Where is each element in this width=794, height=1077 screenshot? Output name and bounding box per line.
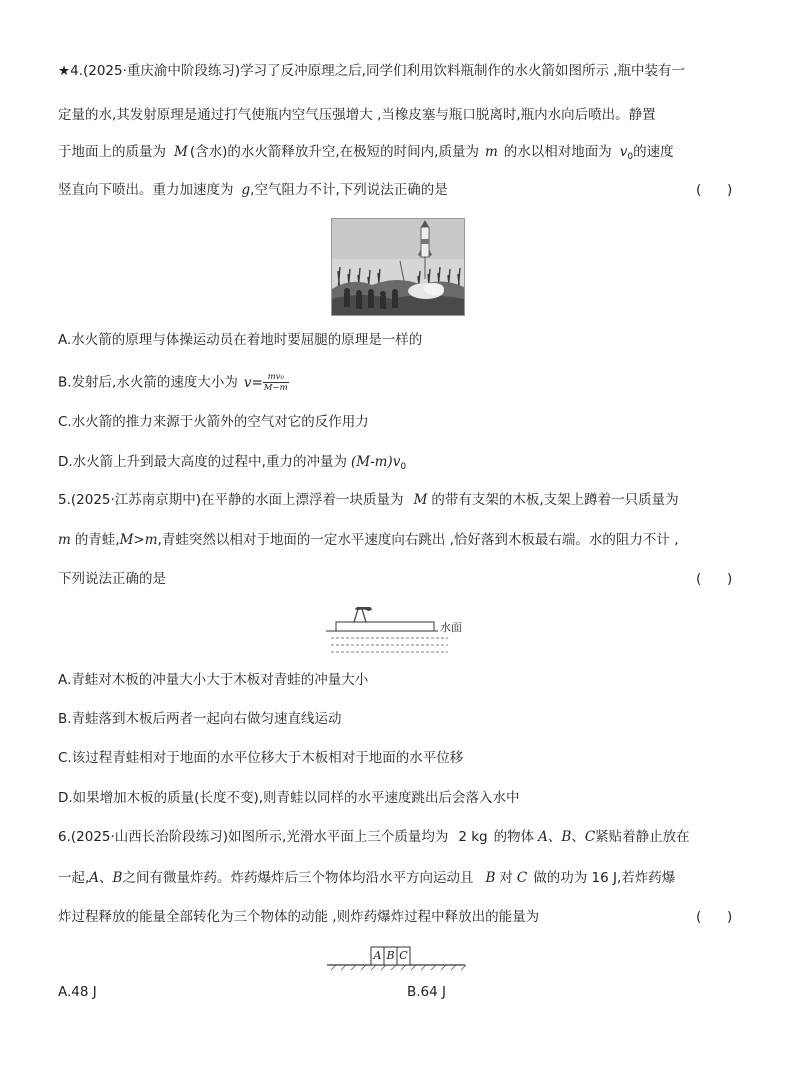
q4-line-2: 定量的水,其发射原理是通过打气使瓶内空气压强增大 ,当橡皮塞与瓶口脱离时,瓶内水向后喷出。静置: [58, 107, 656, 123]
q4-answer-paren: ( ): [696, 182, 733, 198]
q6-option-a[interactable]: A.48 J: [58, 984, 97, 1000]
q6-line-1: 6.(2025·山西长治阶段练习)如图所示,光滑水平面上三个质量均为 2 kg 的物体 A、B、C紧贴着静止放在: [58, 829, 690, 845]
q6-option-b[interactable]: B.64 J: [407, 984, 447, 1000]
q5-option-a[interactable]: A.青蛙对木板的冲量大小大于木板对青蛙的冲量大小: [58, 672, 369, 688]
q6-line-3: 炸过程释放的能量全部转化为三个物体的动能 ,则炸药爆炸过程中释放出的能量为: [58, 909, 540, 925]
q5-option-d[interactable]: D.如果增加木板的质量(长度不变),则青蛙以同样的水平速度跳出后会落入水中: [58, 790, 520, 806]
q4-line-1: ★4.(2025·重庆渝中阶段练习)学习了反冲原理之后,同学们利用饮料瓶制作的水火箭如图所示 ,瓶中装有一: [58, 63, 686, 79]
q5-line-1: 5.(2025·江苏南京期中)在平静的水面上漂浮着一块质量为 M 的带有支架的木板,支架上蹲着一只质量为: [58, 492, 679, 508]
q4-option-d[interactable]: D.水火箭上升到最大高度的过程中,重力的冲量为 $(M-m)v_0$: [58, 454, 407, 472]
q4-line-4: 竖直向下喷出。重力加速度为 g,空气阻力不计,下列说法正确的是: [58, 182, 448, 198]
q4-option-a[interactable]: A.水火箭的原理与体操运动员在着地时要屈腿的原理是一样的: [58, 332, 423, 348]
block-a-label: A: [373, 949, 382, 962]
q5-option-b[interactable]: B.青蛙落到木板后两者一起向右做匀速直线运动: [58, 711, 342, 727]
q5-line-2: m 的青蛙,M>m,青蛙突然以相对于地面的一定水平速度向右跳出 ,恰好落到木板最右端。水的阻力不计 ,: [58, 532, 679, 548]
q5-option-c[interactable]: C.该过程青蛙相对于地面的水平位移大于木板相对于地面的水平位移: [58, 750, 464, 766]
block-b-label: B: [386, 949, 395, 962]
q5-answer-paren: ( ): [696, 571, 733, 587]
water-surface-label: 水面: [440, 621, 462, 634]
q6-answer-paren: ( ): [696, 909, 733, 925]
block-c-label: C: [399, 949, 408, 962]
velocity-fraction: $\frac{\text{mv₀}}{M-m}$: [263, 372, 288, 393]
q4-option-c[interactable]: C.水火箭的推力来源于火箭外的空气对它的反作用力: [58, 414, 369, 430]
water-rocket-photo: [331, 218, 465, 316]
q5-line-3: 下列说法正确的是: [58, 571, 166, 587]
q4-option-b[interactable]: B.发射后,水火箭的速度大小为 v= $\frac{\text{mv₀}}{M-m}$: [58, 372, 288, 393]
q4-line-3: 于地面上的质量为 M (含水)的水火箭释放升空,在极短的时间内,质量为 m 的水以相对地面为 $v_0$的速度: [58, 144, 674, 162]
q6-line-2: 一起,A、B之间有微量炸药。炸药爆炸后三个物体均沿水平方向运动且 B 对 C 做的功为 16 J,若炸药爆: [58, 870, 676, 886]
